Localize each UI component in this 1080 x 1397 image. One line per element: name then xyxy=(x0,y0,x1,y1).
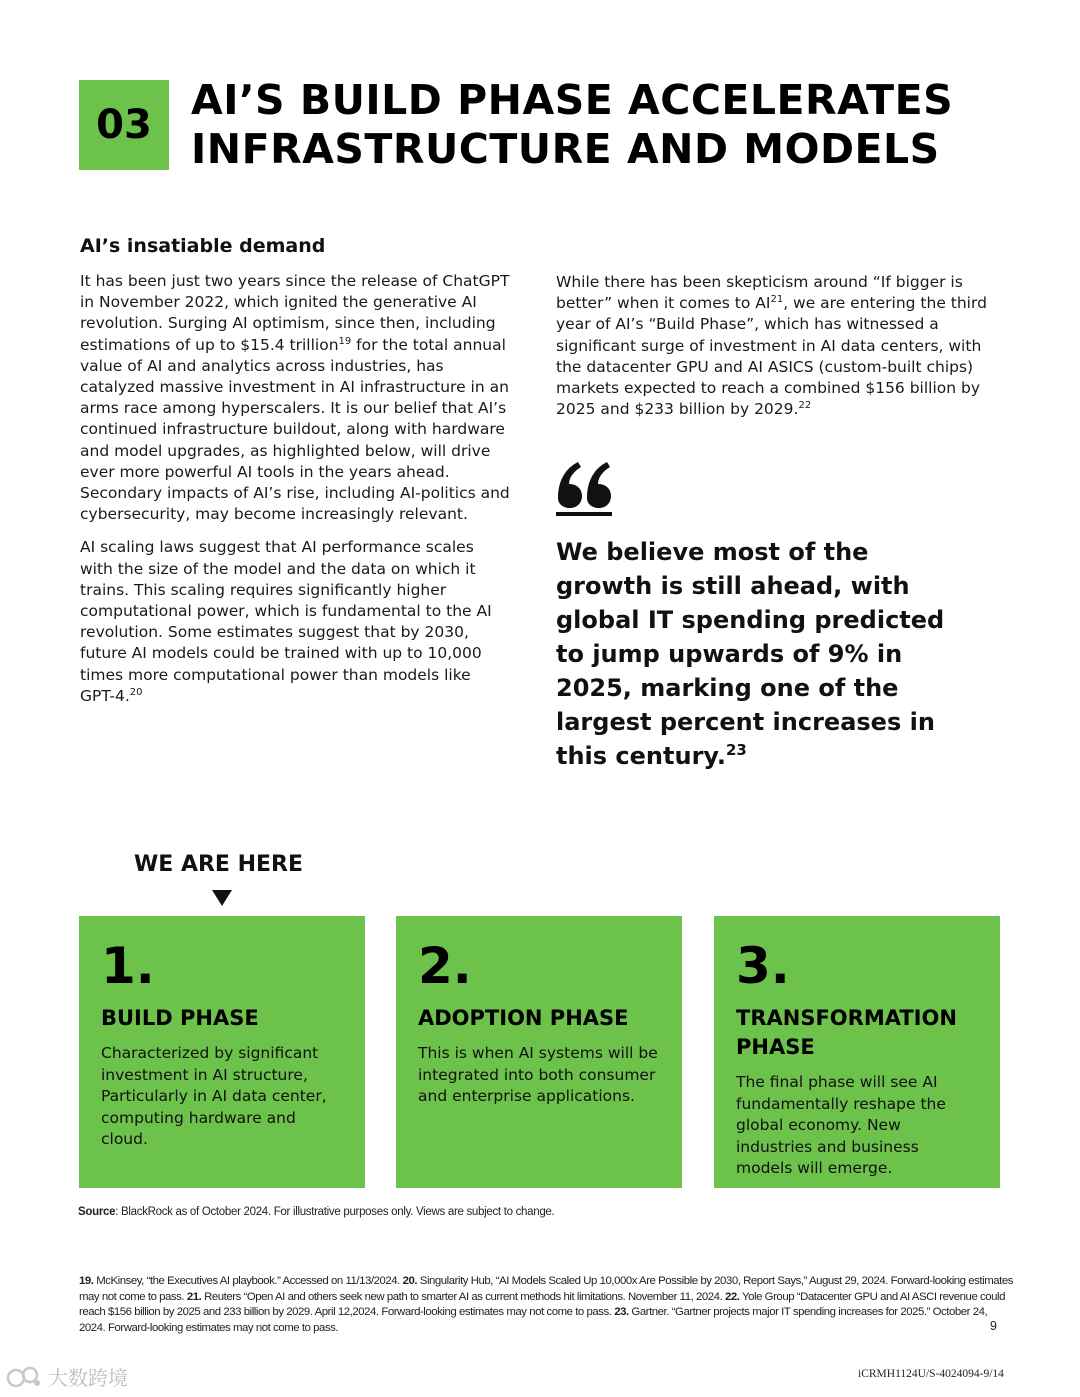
phase-number: 3. xyxy=(736,937,790,995)
source-note xyxy=(78,1206,1018,1218)
document-code: iCRMH1124U/S-4024094-9/14 xyxy=(858,1368,1004,1380)
footnote-ref: 20 xyxy=(129,686,143,698)
text-run: AI scaling laws suggest that AI performance scales with the size of the model and the data on which it trains. This scaling requires significantly higher computational power, which is fundamental to the AI revolution. Some estimates suggest that by 2030, future AI models could be trained with up to 10,000 times more computational power than models like GPT-4. xyxy=(80,538,492,705)
phase-name: TRANSFORMATION PHASE xyxy=(736,1006,957,1059)
phase-description: The final phase will see AI fundamentally reshape the global economy. New industries and business models will emerge. xyxy=(736,1073,946,1177)
down-triangle-icon xyxy=(212,890,232,906)
phase-number: 2. xyxy=(418,937,472,995)
footnote-text: Yole Group “Datacenter GPU and AI ASCI revenue could reach $156 billion by 2025 and 233 billion by 2029. April 12,2024. Forward-looking estimates may not come to pass. xyxy=(79,1290,1006,1318)
quote-mark-icon xyxy=(556,460,616,516)
source-label: Source xyxy=(78,1206,116,1218)
footnote-number: 20. xyxy=(402,1275,418,1287)
footnote-ref: 22 xyxy=(798,400,812,412)
text-run: While there has been skepticism around “If bigger is better” when it comes to AI xyxy=(556,273,963,313)
left-paragraph-1 xyxy=(80,271,510,525)
watermark-logo-icon xyxy=(6,1364,42,1390)
watermark xyxy=(6,1362,128,1391)
footnote-text: Singularity Hub, “AI Models Scaled Up 10,000x Are Possible by 2030, Report Says,” August 29, 2024. Forward-looking estimates may not come to pass. xyxy=(79,1275,1013,1303)
footnote-text: Gartner. “Gartner projects major IT spending increases for 2025.” October 24, 2024. Forward-looking estimates may not come to pass. xyxy=(79,1306,988,1334)
footnote-text: Reuters “Open AI and others seek new path to smarter AI as current methods hit limitations. November 11, 2024. xyxy=(201,1290,725,1303)
quote-text: We believe most of the growth is still ahead, with global IT spending predicted to jump upwards of 9% in 2025, marking one of the largest percent increases in this century. xyxy=(556,538,945,771)
pull-quote xyxy=(556,535,956,773)
text-run: for the total annual value of AI and analytics across industries, has catalyzed massive investment in AI infrastructure in an arms race among hyperscalers. It is our belief that AI’s continued infrastructure buildout, along with hardware and model upgrades, as highlighted below, will drive ever more powerful AI tools in the years ahead. Secondary impacts of AI’s rise, including AI-politics and cybersecurity, may become increasingly relevant. xyxy=(80,335,510,524)
watermark-text: 大数跨境 xyxy=(48,1366,128,1390)
footnote-ref: 23 xyxy=(725,741,747,760)
phase-number: 1. xyxy=(101,937,155,995)
footnotes xyxy=(79,1274,1014,1336)
phase-description: This is when AI systems will be integrated into both consumer and enterprise applications. xyxy=(418,1044,658,1105)
page-number: 9 xyxy=(990,1319,997,1333)
section-number: 03 xyxy=(79,80,169,170)
we-are-here-label: WE ARE HERE xyxy=(134,852,304,877)
footnote-number: 22. xyxy=(725,1290,740,1303)
right-paragraph-1 xyxy=(556,272,996,420)
left-paragraph-2 xyxy=(80,537,510,707)
footnote-number: 21. xyxy=(186,1290,202,1303)
text-run: , we are entering the third year of AI’s “Build Phase”, which has witnessed a significant surge of investment in AI data centers, with the datacenter GPU and AI ASICS (custom-built chips) markets expected to reach a combined $156 billion by 2025 and $233 billion by 2029. xyxy=(556,294,987,419)
right-column xyxy=(556,272,996,773)
phase-name: BUILD PHASE xyxy=(101,1006,259,1030)
phase-description: Characterized by significant investment in AI structure, Particularly in AI data center, computing hardware and cloud. xyxy=(101,1044,327,1148)
phase-card-adoption xyxy=(396,916,682,1188)
footnote-ref: 19 xyxy=(338,335,352,347)
phase-card-build xyxy=(79,916,365,1188)
footnote-number: 19. xyxy=(79,1275,94,1287)
source-text: : BlackRock as of October 2024. For illustrative purposes only. Views are subject to change. xyxy=(115,1206,555,1218)
footnote-ref: 21 xyxy=(770,294,784,306)
left-column xyxy=(80,235,510,719)
phase-card-transformation xyxy=(714,916,1000,1188)
footnote-number: 23. xyxy=(614,1306,629,1318)
text-run: It has been just two years since the release of ChatGPT in November 2022, which ignited the generative AI revolution. Surging AI optimism, since then, including estimations of up to $15.4 trillion xyxy=(80,272,510,354)
phase-name: ADOPTION PHASE xyxy=(418,1006,629,1030)
footnote-text: McKinsey, “the Executives AI playbook.” Accessed on 11/13/2024. xyxy=(93,1275,403,1287)
page-title: AI’S BUILD PHASE ACCELERATES INFRASTRUCTURE AND MODELS xyxy=(191,76,954,173)
subheading: AI’s insatiable demand xyxy=(80,235,326,257)
